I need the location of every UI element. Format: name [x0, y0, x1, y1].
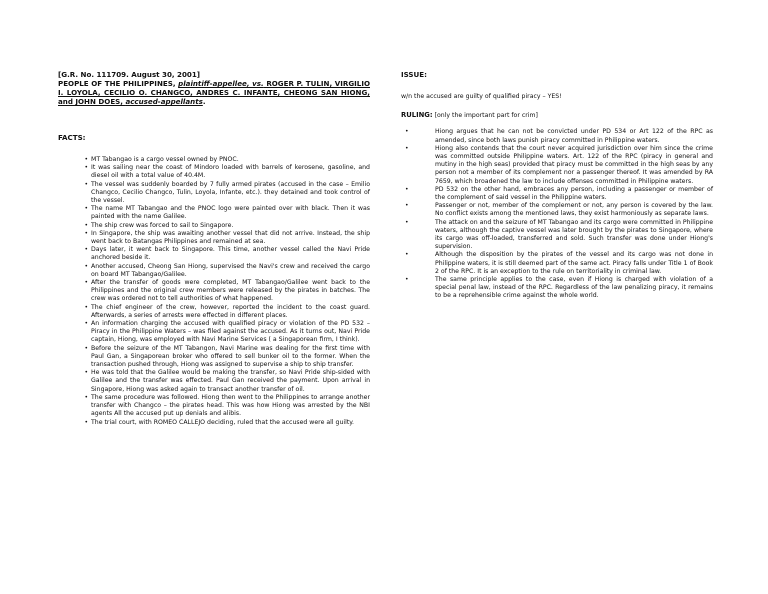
- fact-item: [58, 263, 370, 279]
- facts-list: [58, 156, 370, 427]
- ruling-item-text: Passenger or not, member of the complement or not, any person is covered by the law. No conflict exists among the mentioned laws, they exist harmoniously as separate laws.: [435, 202, 713, 218]
- fact-item: [58, 279, 370, 304]
- facts-heading: FACTS:: [58, 133, 86, 142]
- ruling-item-text: PD 532 on the other hand, embraces any person, including a passenger or member of the complement of said vessel in the Philippine waters.: [435, 185, 713, 202]
- fact-item-text: After the transfer of goods were completed, MT Tabangao/Galilee went back to the Philippines and the original crew members were released by the pirates in batches. The crew was ordered not to tell authorities of what happened.: [91, 279, 370, 303]
- fact-item-text: It was sailing near the coast of Mindoro loaded with barrels of kerosene, gasoline, and diesel oil with a total value of 40.4M.: [91, 164, 370, 180]
- fact-item: [58, 394, 370, 419]
- fact-item: [58, 345, 370, 370]
- fact-item-text: Before the seizure of the MT Tabangon, Navi Marine was dealing for the first time with Paul Gan, a Singaporean broker who offered to sell bunker oil to the former. When the transaction pushed through, Hiong was assigned to supervise a ship to ship transfer.: [91, 344, 370, 369]
- case-number: [G.R. No. 111709. August 30, 2001]: [58, 70, 201, 79]
- bullet-icon: •: [84, 229, 88, 237]
- ruling-item: [401, 219, 713, 252]
- ruling-item: [401, 276, 713, 301]
- bullet-icon: •: [405, 276, 409, 284]
- bullet-icon: •: [84, 205, 88, 213]
- case-parties: PEOPLE OF THE PHILIPPINES, plaintiff-appellee, vs. ROGER P. TULIN, VIRGILIO I. LOYOLA, CECILIO O. CHANGCO, ANDRES C. INFANTE, CHEONG SAN HIONG, and JOHN DOES, accused-appellants.: [58, 79, 370, 106]
- bullet-icon: •: [405, 251, 409, 259]
- ruling-item-text: The attack on and the seizure of MT Tabangao and its cargo were committed in Philippine waters, although the captive vessel was later brought by the pirates to Singapore, where its cargo was off-loaded, transferred and sold. Such transfer was done under Hiong's supervision.: [435, 218, 713, 251]
- fact-item-text: In Singapore, the ship was awaiting another vessel that did not arrive. Instead, the ship went back to Batangas Philippines and remained at sea.: [91, 229, 370, 246]
- ruling-item-text: Hiong argues that he can not be convicted under PD 534 or Art 122 of the RPC as amended, since both laws punish piracy committed in Philippine waters.: [435, 128, 713, 144]
- left-column: [58, 70, 370, 427]
- fact-item-text: The trial court, with ROMEO CALLEJO deciding, ruled that the accused were all guilty.: [91, 418, 354, 426]
- fact-item-text: An information charging the accused with qualified piracy or violation of the PD 532 – Piracy in the Philippine Waters – was filed against the accused. As it turns out, Navi Pride captain, Hiong, was employed with Navi Marine Services ( a Singaporean firm, I think).: [91, 320, 370, 344]
- bullet-icon: •: [84, 279, 88, 287]
- fact-item-text: The same procedure was followed. Hiong then went to the Philippines to arrange another transfer with Changco – the pirates head. This was how Hiong was arrested by the NBI agents All the accused put up denials and alibis.: [91, 393, 370, 418]
- fact-item-text: MT Tabangao is a cargo vessel owned by PNOC.: [91, 156, 239, 163]
- issue-text: w/n the accused are guilty of qualified piracy – YES!: [401, 93, 562, 100]
- ruling-item-text: Although the disposition by the pirates of the vessel and its cargo was not done in Philippine waters, it is still deemed part of the same act. Piracy falls under Title 1 of Book 2 of the RPC. It is an exception to the rule on territoriality in criminal law.: [435, 251, 713, 275]
- fact-item: [58, 205, 370, 221]
- bullet-icon: •: [84, 262, 88, 270]
- fact-item: [58, 164, 370, 180]
- fact-item-text: Days later, it went back to Singapore. This time, another vessel called the Navi Pride anchored beside it.: [91, 246, 370, 262]
- right-column: [401, 70, 713, 301]
- bullet-icon: •: [84, 221, 88, 229]
- fact-item-text: The chief engineer of the crew, however, reported the incident to the coast guard. Afterwards, a series of arrests were effected in different places.: [91, 303, 370, 319]
- bullet-icon: •: [84, 303, 88, 311]
- bullet-icon: •: [84, 156, 88, 163]
- case-title: [58, 70, 370, 106]
- fact-item-text: Another accused, Cheong San Hiong, supervised the Navi's crew and received the cargo on board MT Tabangao/Galilee.: [91, 262, 370, 278]
- ruling-item-text: The same principle applies to the case, even if Hiong is charged with violation of a special penal law, instead of the RPC. Regardless of the law penalizing piracy, it remains to be a reprehensible crime against the whole world.: [435, 276, 713, 300]
- ruling-item: [401, 128, 713, 144]
- fact-item-text: He was told that the Galilee would be making the transfer, so Navi Pride ship-sided with Galilee and the transfer was effected. Paul Gan received the payment. Upon arrival in Singapore, Hiong was asked again to transact another transfer of oil.: [91, 369, 370, 393]
- fact-item: [58, 181, 370, 206]
- ruling-item: [401, 145, 713, 186]
- bullet-icon: •: [84, 180, 88, 188]
- bullet-icon: •: [84, 369, 88, 377]
- fact-item: [58, 369, 370, 394]
- ruling-heading: RULING: [only the important part for crim]: [401, 111, 538, 120]
- fact-item-text: The ship crew was forced to sail to Singapore.: [91, 221, 234, 229]
- bullet-icon: •: [405, 185, 409, 193]
- fact-item: [58, 246, 370, 262]
- bullet-icon: •: [84, 320, 88, 328]
- fact-item: [58, 156, 370, 164]
- bullet-icon: •: [405, 218, 409, 226]
- fact-item-text: The name MT Tabangao and the PNOC logo were painted over with black. Then it was painted with the name Galilee.: [91, 205, 370, 221]
- ruling-item-text: Hiong also contends that the court never acquired jurisdiction over him since the crime was committed outside Philippine waters. Art. 122 of the RPC (piracy in general and mutiny in the high seas) provided that piracy must be committed in the high seas by any person not a member of its complement nor a passenger thereof. It was amended by RA 7659, which broadened the law to include offenses committed in Philippine waters.: [435, 144, 713, 185]
- ruling-item: [401, 186, 713, 202]
- ruling-item: [401, 251, 713, 276]
- fact-item: [58, 222, 370, 230]
- bullet-icon: •: [84, 418, 88, 426]
- bullet-icon: •: [84, 344, 88, 352]
- fact-item: [58, 230, 370, 246]
- fact-item: [58, 419, 370, 427]
- issue-heading: ISSUE:: [401, 70, 427, 79]
- bullet-icon: •: [405, 128, 409, 136]
- bullet-icon: •: [84, 393, 88, 401]
- fact-item: [58, 304, 370, 320]
- fact-item-text: The vessel was suddenly boarded by 7 fully armed pirates (accused in the case – Emilio Changco, Cecilio Changco, Tulin, Loyola, Infante, etc.). they detained and took control of the vessel.: [91, 180, 370, 205]
- bullet-icon: •: [84, 246, 88, 254]
- bullet-icon: •: [405, 202, 409, 210]
- ruling-item: [401, 202, 713, 218]
- bullet-icon: •: [84, 164, 88, 172]
- bullet-icon: •: [405, 144, 409, 152]
- fact-item: [58, 320, 370, 345]
- ruling-list: [401, 128, 713, 300]
